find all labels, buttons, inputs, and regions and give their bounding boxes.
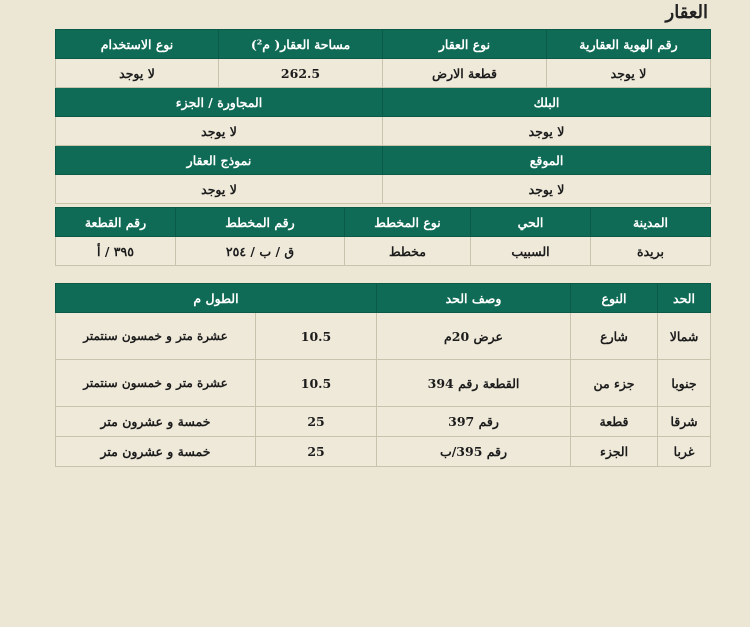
length-text-cell: عشرة متر و خمسون سنتمتر bbox=[56, 313, 256, 360]
side-cell: شمالا bbox=[658, 313, 711, 360]
block-header: البلك bbox=[383, 88, 711, 117]
plan-type-value: مخطط bbox=[345, 237, 471, 266]
plot-number-header: رقم القطعة bbox=[56, 208, 176, 237]
district-value: السبيب bbox=[471, 237, 591, 266]
length-number-cell: 10.5 bbox=[256, 360, 377, 407]
plan-number-header: رقم المخطط bbox=[176, 208, 345, 237]
location-details-header-row bbox=[56, 208, 711, 237]
type-cell: شارع bbox=[571, 313, 658, 360]
boundary-type-header: النوع bbox=[571, 284, 658, 313]
property-model-header: نموذج العقار bbox=[56, 146, 383, 175]
usage-type-header: نوع الاستخدام bbox=[56, 30, 219, 59]
city-value: بريدة bbox=[591, 237, 711, 266]
location-details-value-row bbox=[56, 237, 711, 266]
length-number-cell: 10.5 bbox=[256, 313, 377, 360]
table-row bbox=[56, 437, 711, 467]
description-cell: القطعة رقم 394 bbox=[377, 360, 571, 407]
property-id-value: لا يوجد bbox=[547, 59, 711, 88]
district-header: الحي bbox=[471, 208, 591, 237]
location-header: الموقع bbox=[383, 146, 711, 175]
boundaries-table bbox=[55, 283, 711, 467]
property-area-header: مساحة العقار( م²) bbox=[219, 30, 383, 59]
description-cell: رقم 395/ب bbox=[377, 437, 571, 467]
table-row bbox=[56, 360, 711, 407]
length-number-cell: 25 bbox=[256, 437, 377, 467]
location-details-table bbox=[55, 207, 711, 266]
table-row bbox=[56, 407, 711, 437]
block-value-row bbox=[56, 117, 711, 146]
plan-type-header: نوع المخطط bbox=[345, 208, 471, 237]
side-cell: غربا bbox=[658, 437, 711, 467]
type-cell: قطعة bbox=[571, 407, 658, 437]
side-header: الحد bbox=[658, 284, 711, 313]
side-cell: شرقا bbox=[658, 407, 711, 437]
property-id-header: رقم الهوية العقارية bbox=[547, 30, 711, 59]
plot-number-value: ٣٩٥ / أ bbox=[56, 237, 176, 266]
neighborhood-part-value: لا يوجد bbox=[56, 117, 383, 146]
location-value: لا يوجد bbox=[383, 175, 711, 204]
property-area-value: 262.5 bbox=[219, 59, 383, 88]
length-number-cell: 25 bbox=[256, 407, 377, 437]
property-model-value: لا يوجد bbox=[56, 175, 383, 204]
property-type-header: نوع العقار bbox=[383, 30, 547, 59]
block-header-row bbox=[56, 88, 711, 117]
boundaries-header-row bbox=[56, 284, 711, 313]
property-value-row bbox=[56, 59, 711, 88]
location-header-row bbox=[56, 146, 711, 175]
length-header: الطول م bbox=[56, 284, 377, 313]
usage-type-value: لا يوجد bbox=[56, 59, 219, 88]
plan-number-value: ق / ب / ٢٥٤ bbox=[176, 237, 345, 266]
type-cell: جزء من bbox=[571, 360, 658, 407]
length-text-cell: خمسة و عشرون متر bbox=[56, 407, 256, 437]
property-header-row bbox=[56, 30, 711, 59]
boundary-description-header: وصف الحد bbox=[377, 284, 571, 313]
page-title: العقار bbox=[665, 2, 708, 23]
property-info-table bbox=[55, 29, 711, 204]
block-value: لا يوجد bbox=[383, 117, 711, 146]
length-text-cell: عشرة متر و خمسون سنتمتر bbox=[56, 360, 256, 407]
property-type-value: قطعة الارض bbox=[383, 59, 547, 88]
location-value-row bbox=[56, 175, 711, 204]
type-cell: الجزء bbox=[571, 437, 658, 467]
side-cell: جنوبا bbox=[658, 360, 711, 407]
description-cell: عرض 20م bbox=[377, 313, 571, 360]
table-row bbox=[56, 313, 711, 360]
length-text-cell: خمسة و عشرون متر bbox=[56, 437, 256, 467]
city-header: المدينة bbox=[591, 208, 711, 237]
neighborhood-part-header: المجاورة / الجزء bbox=[56, 88, 383, 117]
description-cell: رقم 397 bbox=[377, 407, 571, 437]
